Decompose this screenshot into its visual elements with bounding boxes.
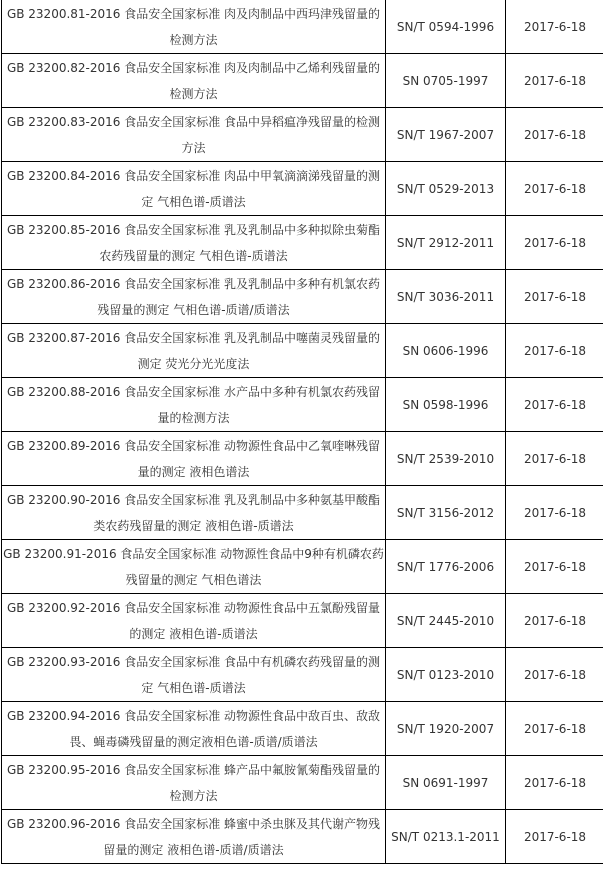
replaced-standard-cell: SN/T 2539-2010: [386, 432, 506, 486]
effective-date-cell: 2017-6-18: [506, 216, 603, 270]
standard-title-cell: GB 23200.83-2016 食品安全国家标准 食品中异稻瘟净残留量的检测方法: [2, 108, 386, 162]
replaced-standard-cell: SN/T 0213.1-2011: [386, 810, 506, 864]
table-row: [2, 432, 603, 486]
table-row: [2, 54, 603, 108]
standard-title-cell: GB 23200.88-2016 食品安全国家标准 水产品中多种有机氯农药残留量的检测方法: [2, 378, 386, 432]
replaced-standard-cell: SN/T 3036-2011: [386, 270, 506, 324]
standard-title-cell: GB 23200.93-2016 食品安全国家标准 食品中有机磷农药残留量的测定 气相色谱-质谱法: [2, 648, 386, 702]
standard-title-cell: GB 23200.84-2016 食品安全国家标准 肉品中甲氧滴滴涕残留量的测定 气相色谱-质谱法: [2, 162, 386, 216]
table-row: [2, 540, 603, 594]
table-row: [2, 702, 603, 756]
effective-date-cell: 2017-6-18: [506, 378, 603, 432]
standards-table-body: [2, 0, 603, 864]
effective-date-cell: 2017-6-18: [506, 324, 603, 378]
table-row: [2, 324, 603, 378]
standard-title-cell: GB 23200.81-2016 食品安全国家标准 肉及肉制品中西玛津残留量的检测方法: [2, 0, 386, 54]
effective-date-cell: 2017-6-18: [506, 810, 603, 864]
standard-title-cell: GB 23200.90-2016 食品安全国家标准 乳及乳制品中多种氨基甲酸酯类农药残留量的测定 液相色谱-质谱法: [2, 486, 386, 540]
standard-title-cell: GB 23200.95-2016 食品安全国家标准 蜂产品中氟胺氰菊酯残留量的检测方法: [2, 756, 386, 810]
table-row: [2, 0, 603, 54]
effective-date-cell: 2017-6-18: [506, 540, 603, 594]
table-row: [2, 594, 603, 648]
standard-title-cell: GB 23200.82-2016 食品安全国家标准 肉及肉制品中乙烯利残留量的检测方法: [2, 54, 386, 108]
effective-date-cell: 2017-6-18: [506, 702, 603, 756]
standard-title-cell: GB 23200.94-2016 食品安全国家标准 动物源性食品中敌百虫、敌敌畏、蝇毒磷残留量的测定液相色谱-质谱/质谱法: [2, 702, 386, 756]
effective-date-cell: 2017-6-18: [506, 432, 603, 486]
standard-title-cell: GB 23200.87-2016 食品安全国家标准 乳及乳制品中噻菌灵残留量的测定 荧光分光光度法: [2, 324, 386, 378]
replaced-standard-cell: SN 0705-1997: [386, 54, 506, 108]
effective-date-cell: 2017-6-18: [506, 594, 603, 648]
replaced-standard-cell: SN/T 2912-2011: [386, 216, 506, 270]
table-row: [2, 270, 603, 324]
replaced-standard-cell: SN 0606-1996: [386, 324, 506, 378]
replaced-standard-cell: SN/T 0123-2010: [386, 648, 506, 702]
table-row: [2, 162, 603, 216]
replaced-standard-cell: SN/T 0529-2013: [386, 162, 506, 216]
replaced-standard-cell: SN/T 1776-2006: [386, 540, 506, 594]
table-row: [2, 108, 603, 162]
replaced-standard-cell: SN 0691-1997: [386, 756, 506, 810]
standard-title-cell: GB 23200.86-2016 食品安全国家标准 乳及乳制品中多种有机氯农药残留量的测定 气相色谱-质谱/质谱法: [2, 270, 386, 324]
replaced-standard-cell: SN/T 2445-2010: [386, 594, 506, 648]
standard-title-cell: GB 23200.85-2016 食品安全国家标准 乳及乳制品中多种拟除虫菊酯农药残留量的测定 气相色谱-质谱法: [2, 216, 386, 270]
replaced-standard-cell: SN/T 3156-2012: [386, 486, 506, 540]
table-row: [2, 648, 603, 702]
table-row: [2, 216, 603, 270]
standard-title-cell: GB 23200.96-2016 食品安全国家标准 蜂蜜中杀虫脒及其代谢产物残留量的测定 液相色谱-质谱/质谱法: [2, 810, 386, 864]
table-row: [2, 756, 603, 810]
standard-title-cell: GB 23200.92-2016 食品安全国家标准 动物源性食品中五氯酚残留量的测定 液相色谱-质谱法: [2, 594, 386, 648]
replaced-standard-cell: SN/T 0594-1996: [386, 0, 506, 54]
replaced-standard-cell: SN/T 1967-2007: [386, 108, 506, 162]
replaced-standard-cell: SN/T 1920-2007: [386, 702, 506, 756]
effective-date-cell: 2017-6-18: [506, 270, 603, 324]
table-row: [2, 810, 603, 864]
effective-date-cell: 2017-6-18: [506, 108, 603, 162]
standard-title-cell: GB 23200.91-2016 食品安全国家标准 动物源性食品中9种有机磷农药残留量的测定 气相色谱法: [2, 540, 386, 594]
effective-date-cell: 2017-6-18: [506, 0, 603, 54]
effective-date-cell: 2017-6-18: [506, 648, 603, 702]
effective-date-cell: 2017-6-18: [506, 162, 603, 216]
table-row: [2, 486, 603, 540]
standard-title-cell: GB 23200.89-2016 食品安全国家标准 动物源性食品中乙氧喹啉残留量的测定 液相色谱法: [2, 432, 386, 486]
replaced-standard-cell: SN 0598-1996: [386, 378, 506, 432]
effective-date-cell: 2017-6-18: [506, 756, 603, 810]
effective-date-cell: 2017-6-18: [506, 486, 603, 540]
table-row: [2, 378, 603, 432]
standards-table: [1, 0, 603, 864]
effective-date-cell: 2017-6-18: [506, 54, 603, 108]
